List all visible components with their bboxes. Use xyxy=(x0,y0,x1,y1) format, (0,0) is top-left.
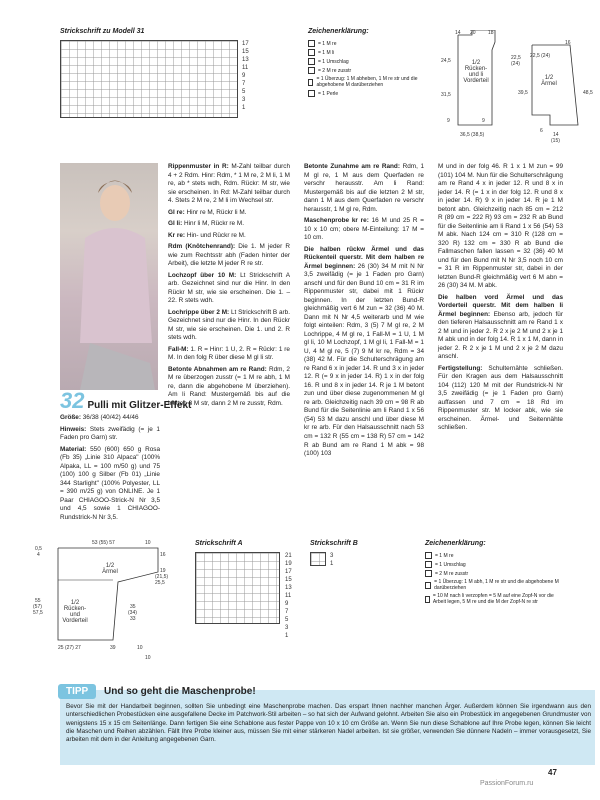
legend-text: = 1 M li xyxy=(318,49,335,56)
chart-b-grid xyxy=(310,552,326,566)
legend-symbol-icon xyxy=(308,79,313,86)
row-number: 1 xyxy=(330,561,334,567)
schematic-top-num-11: 9 xyxy=(447,118,450,124)
row-number: 11 xyxy=(242,65,249,71)
paragraph-text: M-Zahl teilbar durch 4 + 2 Rdm. Hinr: Rdm, * 1 M re, 2 M li, 1 M re, ab * stets wdh, Rdm. Rückr: M str, wie sie erscheinen. In Rd: M-Zahl teilbar durch 4. Stets 2 M re, 2 M li im Wechsel str. xyxy=(168,163,290,205)
paragraph-text: 26 (30) 34 M mit N Nr 3,5 zweifädig (= je 1 Faden pro Garn) anschl und für den Bund 10 cm = 31 R im Rippenmuster str, dabei mit 1 Rückr beginnen. In der letzten Bund-R gleichmäßig vert 6 M zun = 32 (36) 40 M. Dann mit N Nr 4,5 weiterarb und M wie folgt einteilen: Rdm, 3 (5) 7 M gl re, 2 M Lochrippe, 4 M gl re, 1 Fall-M = 1 U, 1 M gl li, 10 M Lochzopf, 1 M gl li, 1 Fall-M = 1 U, 4 M gl re, 5 (7) 9 M kr re, Rdm = 34 (38) 42 M. Für die Schulterschrägung am re Rand 6 x in jeder 14. R und 3 x in jeder 12. R (= 9 x in jeder 14. R) 1 x in der folg 16. R und 8 x in jeder 14. R je 1 M betont zun und über diese zugenommenen M gl re arb. Gleichzeitig nach 39 cm = 98 R ab Bund für die Seitenlinie am li Rand 1 x 56 (54) 53 M dazu anschl und über diese M kr re arb. Für den Halsausschnitt nach 53 cm = 132 R (55 cm = 138 R) 57 cm = 142 R ab Bund am re Rand 1 M abk = 98 (100) 103 xyxy=(304,262,425,458)
paragraph-label: Betonte Abnahmen am re Rand: xyxy=(168,365,269,373)
legend-symbol-icon xyxy=(425,582,431,589)
schematic-bottom-num-0: 0,5 xyxy=(35,546,42,552)
legend-item xyxy=(425,552,565,559)
schematic-top-num-10: 48,5 xyxy=(583,90,593,96)
schematic-top-num-14: 6 xyxy=(540,128,543,134)
row-number: 7 xyxy=(242,81,246,87)
groesse-value: 36/38 (40/42) 44/46 xyxy=(82,414,139,421)
row-number: 3 xyxy=(285,625,289,631)
legend-text: = 1 Umschlag xyxy=(318,58,349,65)
paragraph xyxy=(438,294,563,362)
chart-b-title: Strickschrift B xyxy=(310,540,358,547)
row-number: 5 xyxy=(285,617,289,623)
paragraph-text: 16 M und 25 R = 10 x 10 cm; obere M-Einteilung: 17 M = 10 cm. xyxy=(304,217,424,242)
legend-top xyxy=(308,40,433,99)
schematic-bottom-num-9: (57) xyxy=(33,604,42,610)
row-number: 3 xyxy=(242,97,246,103)
paragraph xyxy=(168,243,290,269)
paragraph-text: Schulternähte schließen. Für den Kragen aus dem Halsausschnitt 104 (112) 120 M mit der Rundstrick-N Nr 3,5 zweifädig (= je 1 Faden pro Garn) auffassen und 7 cm = 18 Rd im Rippenmuster str. M locker abk, wie sie erscheinen. Ärmel- und Seitennähte schließen. xyxy=(438,364,563,432)
schematic-bottom-num-6: (21,5) xyxy=(155,574,169,580)
paragraph-label: Die halben rückw Ärmel und das Rückenteil querstr. Mit dem halben re Ärmel beginnen: xyxy=(304,245,424,270)
chart-b-row-numbers xyxy=(330,552,333,568)
schematic-top-num-6: 22,5 (24) xyxy=(530,53,551,59)
legend-symbol-icon xyxy=(308,67,315,74)
paragraph xyxy=(168,163,290,206)
row-number: 13 xyxy=(242,57,249,63)
model-number: 32 xyxy=(60,388,85,413)
paragraph xyxy=(304,217,424,243)
schematic-bottom-num-4: 16 xyxy=(160,552,166,558)
row-number: 17 xyxy=(242,41,249,47)
schematic-top-num-8: 31,5 xyxy=(441,92,451,98)
schematic-bottom-num-16: 39 xyxy=(110,645,116,651)
paragraph xyxy=(168,209,290,218)
legend-symbol-icon xyxy=(308,90,315,97)
schematic-top xyxy=(440,30,590,140)
paragraph-label: Fertigstellung: xyxy=(438,364,489,372)
legend-text: = 1 M re xyxy=(435,552,454,559)
paragraph-label: Betonte Zunahme am re Rand: xyxy=(304,163,403,170)
legend-item xyxy=(425,561,565,568)
legend-symbol-icon xyxy=(425,570,432,577)
schematic-top-num-15: 14 xyxy=(553,132,559,138)
legend-symbol-icon xyxy=(308,58,315,65)
paragraph-text: Rdm, 1 M gl re, 1 M aus dem Querfaden re verschr herausstr. Am li Rand: Mustergemäß bis auf die letzten 2 M str, dann 1 M aus dem Querfaden re verschr herausstr, 1 M gl re, Rdm. xyxy=(304,163,424,213)
schematic-bottom-num-3: 10 xyxy=(145,540,151,546)
schematic-bottom-num-15: 25 (27) 27 xyxy=(58,645,81,651)
schematic-top-num-9: 39,5 xyxy=(518,90,528,96)
schematic-bottom-num-10: 57,5 xyxy=(33,610,43,616)
schematic-top-body-label: 1/2 Rücken- und li Vorderteil xyxy=(463,60,489,84)
paragraph-label: Fall-M: xyxy=(168,345,191,353)
schematic-bottom-num-1: 4 xyxy=(37,552,40,558)
legend-text: = 1 Überzug: 1 M abheben, 1 M re str und die abgehobene M darüberziehen xyxy=(316,76,418,88)
schematic-bottom-sleeve-label: 1/2 Ärmel xyxy=(102,563,118,575)
row-number: 7 xyxy=(285,609,289,615)
groesse-label: Größe: xyxy=(60,414,81,421)
tipp-tab: TIPP xyxy=(58,684,96,699)
schematic-bottom-num-5: 19 xyxy=(160,568,166,574)
paragraph xyxy=(168,232,290,241)
row-number: 17 xyxy=(285,569,292,575)
col2-text xyxy=(168,163,290,411)
chart-a-title: Strickschrift A xyxy=(195,540,243,547)
material-value: 550 (600) 650 g Rosa (Fb 35) „Linie 310 Alpaca" (100% Alpaka, LL = 100 m/50 g) und 75 (100) 100 g Silber (Fb 01) „Linie 344 Starlight" (100% Polyester, LL = 390 m/25 g) von ONLINE. Je 1 Paar CHIAGOO-Strick-N Nr 3,5 und 4,5 sowie 1 CHIAGOO-Rundstrick-N Nr 3,5. xyxy=(60,445,161,521)
top-chart-grid xyxy=(60,40,238,118)
schematic-top-num-13: 36,5 (38,5) xyxy=(460,132,485,138)
legend-symbol-icon xyxy=(425,596,430,603)
legend-bottom xyxy=(425,552,565,607)
paragraph-text: 1. R = Hinr: 1 U, 2. R = Rückr: 1 re M. In den folg R über diese M gl li str. xyxy=(168,345,290,362)
paragraph-label: Maschenprobe kr re: xyxy=(304,217,372,225)
paragraph xyxy=(304,163,424,214)
row-number: 15 xyxy=(242,49,249,55)
paragraph-label: Rdm (Knötchenrand): xyxy=(168,243,239,251)
paragraph xyxy=(304,246,424,459)
paragraph-label: Gl re: xyxy=(168,208,187,216)
row-number: 3 xyxy=(330,553,334,559)
paragraph-label: Die halben vord Ärmel und das Vorderteil querstr. Mit dem halben li Ärmel beginnen: xyxy=(438,293,563,318)
schematic-top-num-0: 14 xyxy=(455,30,461,36)
schematic-top-num-1: 20 xyxy=(470,30,476,36)
legend-text: = 1 Perle xyxy=(318,90,339,97)
row-number: 1 xyxy=(285,633,289,639)
paragraph-label: Gl li: xyxy=(168,220,184,228)
paragraph xyxy=(438,163,563,291)
paragraph-text: Lt Strickschrift B arb. Gezeichnet sind nur die Hinr. In den Rückr M str, wie sie erscheinen. Die 1. und 2. R stets wdh. xyxy=(168,308,290,342)
row-number: 21 xyxy=(285,553,292,559)
schematic-bottom-body-label: 1/2 Rücken- und Vorderteil xyxy=(62,600,88,624)
legend-item xyxy=(308,49,433,56)
row-number: 1 xyxy=(242,105,246,111)
watermark: PassionForum.ru xyxy=(480,780,534,787)
schematic-bottom-num-8: 55 xyxy=(35,598,41,604)
chart-a-grid xyxy=(195,552,280,624)
row-number: 9 xyxy=(285,601,289,607)
legend-text: = 10 M nach li verzopfen = 5 M auf eine Zopf-N vor die Arbeit legen, 5 M re und die M der Zopf-N re str xyxy=(432,593,554,605)
paragraph-text: Die 1. M jeder R wie zum Rechtsstr abh (Faden hinter der Arbeit), die letzte M jeder R re str. xyxy=(168,243,291,268)
schematic-top-num-16: (15) xyxy=(551,138,560,144)
schematic-bottom-num-13: 33 xyxy=(130,616,136,622)
paragraph xyxy=(168,366,290,409)
paragraph-text: Ebenso arb, jedoch für den tieferen Halsausschnitt am re Rand 1 x 2 M und in jeder 2. R 2 x je 2 M und 2 x je 1 M abk und in der folg 14. R 1 x 1 M, dann in jeder 2. R 2 x je 1 M und 2 x je 2 M dazu anschl. xyxy=(438,310,563,361)
paragraph-label: Kr re: xyxy=(168,231,187,239)
legend-symbol-icon xyxy=(308,40,315,47)
schematic-top-num-12: 9 xyxy=(482,118,485,124)
paragraph xyxy=(168,346,290,363)
paragraph-text: Hinr re M, Rückr li M. xyxy=(186,208,247,216)
paragraph-text: Hinr li M, Rückr re M. xyxy=(183,220,244,228)
model-photo xyxy=(60,163,158,390)
row-number: 13 xyxy=(285,585,292,591)
hinweis-label: Hinweis: xyxy=(60,425,87,433)
paragraph-label: Lochzopf über 10 M: xyxy=(168,271,241,279)
paragraph xyxy=(168,272,290,306)
material-label: Material: xyxy=(60,445,87,453)
legend-item xyxy=(308,40,433,47)
paragraph-text: Hin- und Rückr re M. xyxy=(186,231,246,239)
top-chart-title: Strickschrift zu Modell 31 xyxy=(60,28,145,35)
legend-item xyxy=(425,579,565,591)
row-number: 11 xyxy=(285,593,292,599)
paragraph-text: Rdm, 2 M re überzogen zusstr (= 1 M re abh, 1 M re, dann die abgehobene M überziehen). Am li Rand: Mustergemäß bis auf die letzten 3 M str, dann 2 M re zusstr, Rdm. xyxy=(168,365,290,407)
legend-symbol-icon xyxy=(308,49,315,56)
col4-text xyxy=(438,163,563,436)
schematic-top-sleeve-label: 1/2 Ärmel xyxy=(541,75,557,87)
schematic-top-num-3: 24,5 xyxy=(441,58,451,64)
col1-text xyxy=(60,414,160,525)
paragraph-text: M und in der folg 46. R 1 x 1 M zun = 99 (101) 104 M. Nun für die Schulterschrägung am re Rand 4 x in jeder 12. R und 8 x in jeder 14. R (= 1 x in der folg 12. R und 8 x in jeder 14. R) 9 x in jeder 14. R je 1 M betont abn. Gleichzeitig nach 85 cm = 212 R (89 cm = 222 R) 93 cm = 232 R ab Bund für die Seitenlinie am li Rand 1 x 56 (54) 53 M abk. Nach 124 cm = 310 R (128 cm = 320 R) 132 cm = 330 R ab Bund die Fallmaschen fallen lassen = 32 (36) 40 M und für den Bund mit N Nr 3,5 noch 10 cm = 31 R im Rippenmuster str, dabei in der letzten Bund-R gleichmäßig vert 6 M abn = 26 (30) 34 M. M abk. xyxy=(438,163,563,290)
row-number: 5 xyxy=(242,89,246,95)
legend-bottom-title: Zeichenerklärung: xyxy=(425,540,486,547)
model-title: Pulli mit Glitzer-Effekt xyxy=(87,400,192,411)
legend-item xyxy=(308,67,433,74)
schematic-bottom-num-14: 10 xyxy=(145,655,151,661)
legend-item xyxy=(308,90,433,97)
legend-item xyxy=(308,58,433,65)
tipp-title: Und so geht die Maschenprobe! xyxy=(104,686,256,697)
legend-text: = 2 M re zusstr xyxy=(318,67,352,74)
schematic-top-num-5: (24) xyxy=(511,61,520,67)
row-number: 15 xyxy=(285,577,292,583)
paragraph-label: Lochrippe über 2 M: xyxy=(168,308,231,316)
chart-a-row-numbers xyxy=(285,552,292,640)
model-photo-figure xyxy=(60,163,158,390)
paragraph xyxy=(168,309,290,343)
schematic-bottom-num-2: 53 (55) 57 xyxy=(92,540,115,546)
schematic-bottom-num-12: (34) xyxy=(128,610,137,616)
tipp-text: Bevor Sie mit der Handarbeit beginnen, sollten Sie unbedingt eine Maschenprobe machen. Das erspart Ihnen nachher manchen Ärger. Außerdem können Sie irgendwann aus den unterschiedlichen Probestücken eine ausgefallene Decke im Patchwork-Stil arbeiten – so hat sich der Aufwand gelohnt. Arbeiten Sie also ein Probestück im angegebenen Grundmuster von wenigstens 15 x 15 cm Seitenlänge. Dann fertigen Sie eine Schablone aus fester Pappe von 10 x 10 cm Größe an. Wenn Sie nun diese Schablone auf Ihre Probe legen, können Sie leicht die Maschen und Reihen abzählen. Fällt Ihre Probe kleiner aus, müssen Sie mit einer stärkeren Nadel arbeiten. Ist sie größer, verwenden Sie dünnere Nadeln – immer vorausgesetzt, Sie arbeiten mit dem in der Anleitung angegebenen Garn. xyxy=(66,703,591,744)
top-chart-row-numbers xyxy=(242,40,249,112)
hinweis-value: Stets zweifädig (= je 1 Faden pro Garn) str. xyxy=(60,425,160,442)
col3-text xyxy=(304,163,424,462)
paragraph xyxy=(438,365,563,433)
legend-item xyxy=(425,570,565,577)
paragraph-text: Lt Strickschrift A arb. Gezeichnet sind nur die Hinr. In den Rückr M str, wie sie erscheinen. Die 1. – 22. R stets wdh. xyxy=(168,271,290,305)
schematic-top-num-7: 16 xyxy=(565,40,571,46)
legend-text: = 1 Überzug: 1 M abh, 1 M re str und die abgehobene M darüberziehen xyxy=(434,579,559,591)
legend-item xyxy=(308,76,433,88)
schematic-bottom-num-7: 25,5 xyxy=(155,580,165,586)
row-number: 19 xyxy=(285,561,292,567)
legend-symbol-icon xyxy=(425,552,432,559)
schematic-bottom-num-17: 10 xyxy=(137,645,143,651)
paragraph-label: Rippenmuster in R: xyxy=(168,163,232,170)
row-number: 9 xyxy=(242,73,246,79)
legend-text: = 2 M re zusstr xyxy=(435,570,469,577)
schematic-bottom-outline xyxy=(58,548,158,640)
legend-item xyxy=(425,593,565,605)
legend-text: = 1 Umschlag xyxy=(435,561,466,568)
legend-symbol-icon xyxy=(425,561,432,568)
page-number: 47 xyxy=(548,768,557,777)
paragraph xyxy=(168,220,290,229)
schematic-top-num-2: 18 xyxy=(488,30,494,36)
legend-top-title: Zeichenerklärung: xyxy=(308,28,369,35)
schematic-bottom-num-11: 35 xyxy=(130,604,136,610)
schematic-top-num-4: 22,5 xyxy=(511,55,521,61)
legend-text: = 1 M re xyxy=(318,40,337,47)
